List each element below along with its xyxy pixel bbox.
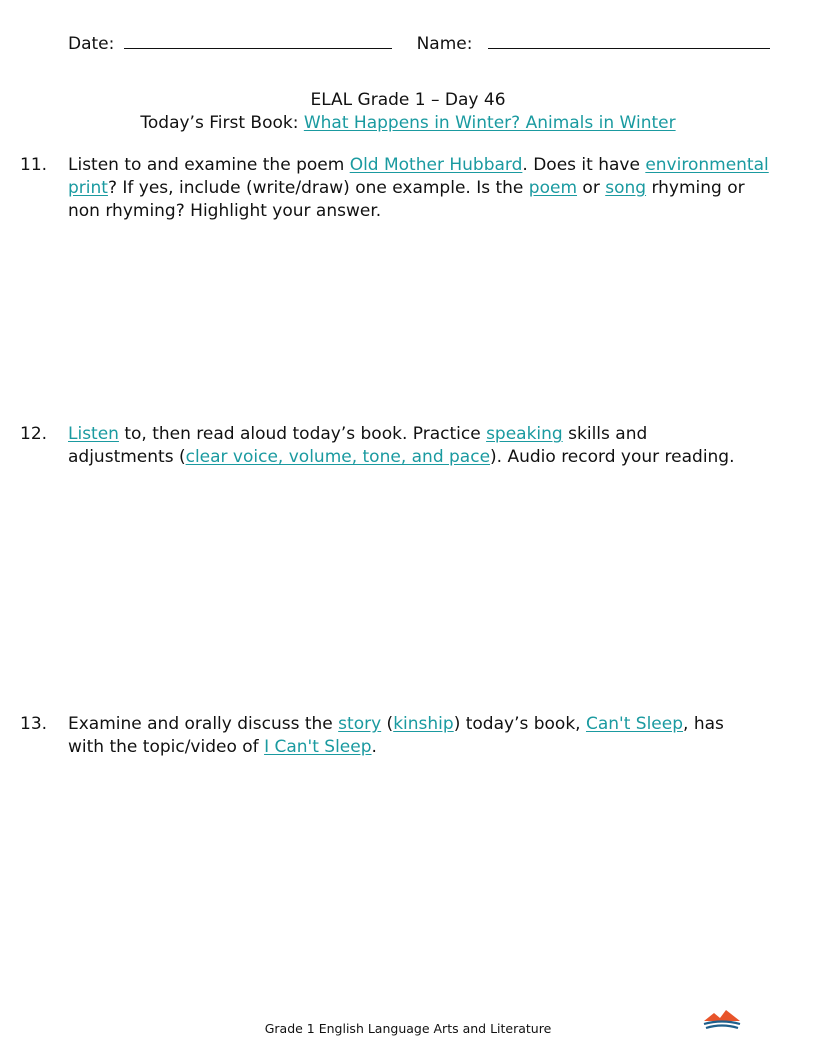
instruction-text: non rhyming? Highlight your answer.: [68, 201, 382, 221]
resource-link[interactable]: Old Mother Hubbard: [349, 155, 523, 175]
instruction-text: . Does it have: [522, 155, 646, 175]
header-row: [68, 32, 770, 56]
resource-link[interactable]: poem: [528, 178, 578, 198]
resource-link[interactable]: Can't Sleep: [585, 714, 684, 734]
instruction-text: ) today’s book,: [453, 714, 586, 734]
resource-link[interactable]: story: [338, 714, 382, 734]
item-12-text: [68, 423, 735, 469]
item-line: [68, 200, 769, 223]
instruction-text: skills and: [562, 424, 648, 444]
item-line: [68, 177, 769, 200]
item-number-13: 13.: [20, 714, 48, 734]
item-line: [68, 154, 769, 177]
publisher-logo-icon: [702, 1008, 742, 1032]
date-field[interactable]: [124, 32, 392, 49]
page-title: ELAL Grade 1 – Day 46: [310, 90, 506, 110]
resource-link[interactable]: I Can't Sleep: [264, 737, 372, 757]
date-label: Date:: [68, 34, 115, 54]
instruction-text: (: [381, 714, 394, 734]
resource-link[interactable]: clear voice, volume, tone, and pace: [185, 447, 491, 467]
item-number-12: 12.: [20, 424, 48, 444]
instruction-text: ). Audio record your reading.: [490, 447, 735, 467]
first-book-line: [0, 112, 816, 135]
resource-link[interactable]: speaking: [486, 424, 563, 444]
first-book-link[interactable]: What Happens in Winter? Animals in Winter: [303, 113, 676, 133]
item-11-text: [68, 154, 769, 223]
instruction-text: Examine and orally discuss the: [68, 714, 339, 734]
item-line: [68, 423, 735, 446]
first-book-label: Today’s First Book:: [140, 113, 304, 133]
resource-link[interactable]: Listen: [68, 424, 119, 444]
name-field[interactable]: [488, 32, 770, 49]
item-line: [68, 736, 724, 759]
item-line: [68, 713, 724, 736]
resource-link[interactable]: song: [605, 178, 647, 198]
instruction-text: adjustments (: [68, 447, 186, 467]
instruction-text: , has: [683, 714, 724, 734]
item-13-text: [68, 713, 724, 759]
instruction-text: rhyming or: [646, 178, 745, 198]
instruction-text: Listen to and examine the poem: [68, 155, 350, 175]
resource-link[interactable]: print: [68, 178, 108, 198]
footer-text: Grade 1 English Language Arts and Literature: [264, 1021, 552, 1036]
item-line: [68, 446, 735, 469]
name-label: Name:: [416, 34, 473, 54]
instruction-text: with the topic/video of: [68, 737, 265, 757]
instruction-text: to, then read aloud today’s book. Practice: [118, 424, 487, 444]
item-number-11: 11.: [20, 155, 48, 175]
resource-link[interactable]: environmental: [645, 155, 769, 175]
instruction-text: .: [371, 737, 377, 757]
instruction-text: ? If yes, include (write/draw) one example. Is the: [107, 178, 529, 198]
instruction-text: or: [577, 178, 606, 198]
resource-link[interactable]: kinship: [393, 714, 454, 734]
